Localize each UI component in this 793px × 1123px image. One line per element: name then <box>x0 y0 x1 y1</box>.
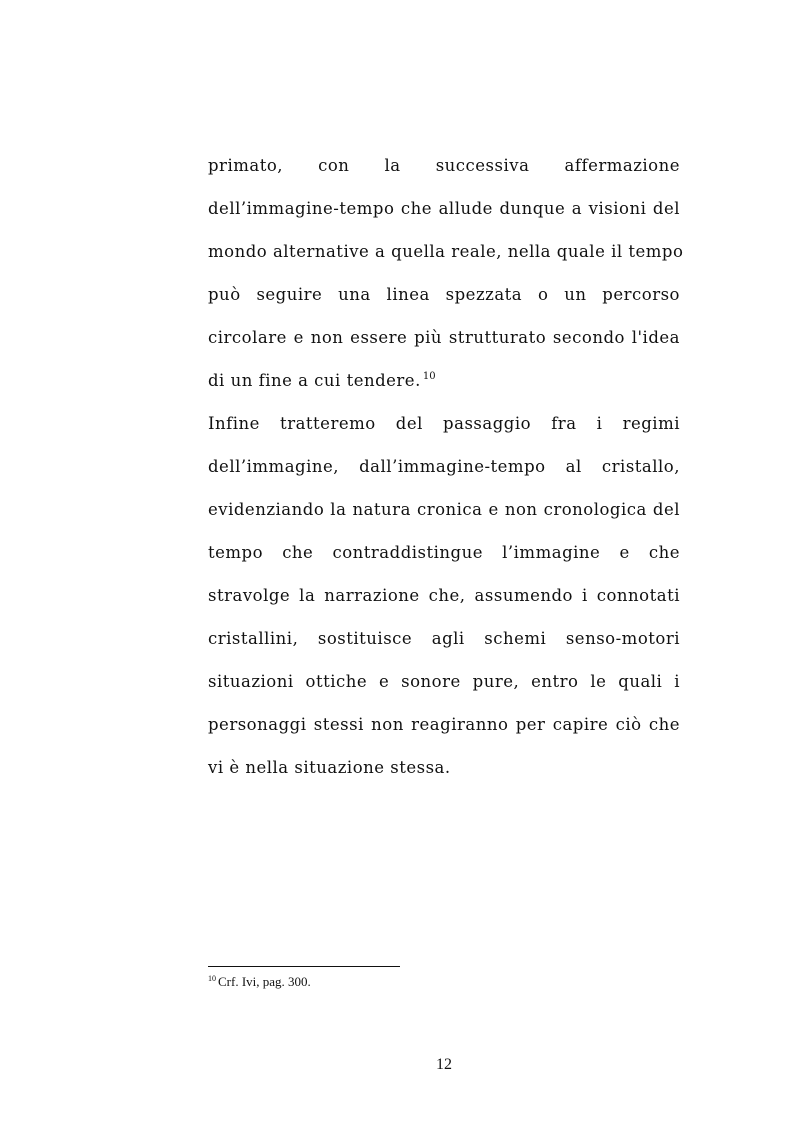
text-line: mondo alternative a quella reale, nella quale il tempo <box>208 242 684 261</box>
text-line: stravolge la narrazione che, assumendo i connotati <box>208 586 680 605</box>
footnote-number: 10 <box>208 974 216 983</box>
text-line: vi è nella situazione stessa. <box>208 758 451 777</box>
text-line: di un fine a cui tendere. <box>208 371 421 390</box>
footnote-divider <box>208 966 400 967</box>
footnote-reference[interactable]: 10 <box>422 371 436 382</box>
text-line: situazioni ottiche e sonore pure, entro le quali i <box>208 672 680 691</box>
body-text <box>208 144 684 789</box>
text-line: circolare e non essere più strutturato secondo l'idea <box>208 328 680 347</box>
text-line: evidenziando la natura cronica e non cronologica del <box>208 500 680 519</box>
text-line: dell’immagine, dall’immagine-tempo al cristallo, <box>208 457 680 476</box>
text-line: può seguire una linea spezzata o un percorso <box>208 285 680 304</box>
footnote <box>208 974 311 990</box>
text-line: personaggi stessi non reagiranno per capire ciò che <box>208 715 680 734</box>
text-line: primato, con la successiva affermazione <box>208 156 680 175</box>
text-line: tempo che contraddistingue l’immagine e che <box>208 543 680 562</box>
text-line: dell’immagine-tempo che allude dunque a visioni del <box>208 199 680 218</box>
footnote-text: Crf. Ivi, pag. 300. <box>218 974 311 989</box>
page-number: 12 <box>436 1056 452 1073</box>
text-line-with-footnote <box>208 359 680 402</box>
text-line: cristallini, sostituisce agli schemi senso-motori <box>208 629 680 648</box>
text-line: Infine tratteremo del passaggio fra i regimi <box>208 414 680 433</box>
